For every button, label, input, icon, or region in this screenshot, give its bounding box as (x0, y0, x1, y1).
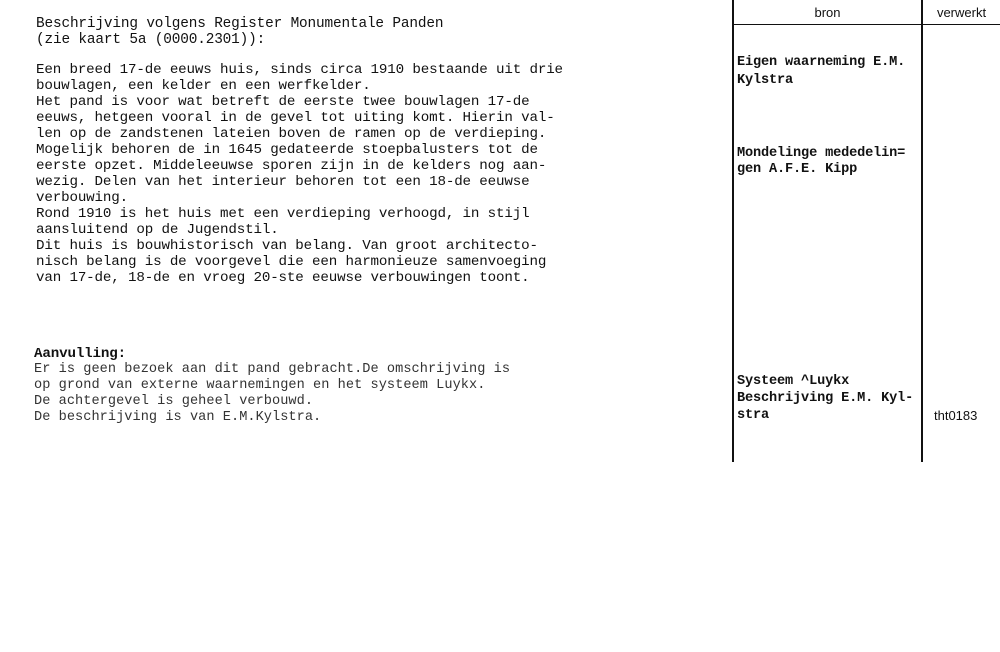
source-line: Eigen waarneming E.M. (737, 55, 906, 70)
description-line: wezig. Delen van het interieur behoren tot een 18-de eeuwse (36, 174, 530, 190)
source-line: stra (737, 408, 770, 423)
table-left-rule (732, 0, 734, 462)
aanvulling-line: Er is geen bezoek aan dit pand gebracht.De omschrijving is (34, 362, 511, 377)
column-header-verwerkt: verwerkt (936, 5, 987, 20)
aanvulling-title: Aanvulling: (34, 346, 127, 362)
table-header-rule (732, 24, 1000, 25)
aanvulling-line: De achtergevel is geheel verbouwd. (34, 394, 314, 409)
source-line: Beschrijving E.M. Kyl- (737, 391, 914, 406)
verwerkt-value: tht0183 (934, 408, 978, 423)
description-line: verbouwing. (36, 190, 129, 206)
description-line: eeuws, hetgeen vooral in de gevel tot uiting komt. Hierin val- (36, 110, 555, 126)
table-divider-rule (921, 0, 923, 462)
source-line: gen A.F.E. Kipp (737, 162, 858, 177)
source-line: Systeem ^Luykx (737, 374, 850, 389)
description-line: Rond 1910 is het huis met een verdieping verhoogd, in stijl (36, 206, 530, 222)
description-line: van 17-de, 18-de en vroeg 20-ste eeuwse verbouwingen toont. (36, 270, 530, 286)
document-header-line: Beschrijving volgens Register Monumentale Panden (36, 16, 444, 32)
aanvulling-line: De beschrijving is van E.M.Kylstra. (34, 410, 322, 425)
column-header-bron: bron (814, 5, 841, 20)
description-line: eerste opzet. Middeleeuwse sporen zijn in de kelders nog aan- (36, 158, 547, 174)
source-line: Mondelinge mededelin= (737, 146, 906, 161)
description-line: Dit huis is bouwhistorisch van belang. Van groot architecto- (36, 238, 538, 254)
description-line: Het pand is voor wat betreft de eerste twee bouwlagen 17-de (36, 94, 530, 110)
description-line: nisch belang is de voorgevel die een harmonieuze samenvoeging (36, 254, 547, 270)
description-line: Mogelijk behoren de in 1645 gedateerde stoepbalusters tot de (36, 142, 538, 158)
aanvulling-line: op grond van externe waarnemingen en het systeem Luykx. (34, 378, 486, 393)
document-header-line: (zie kaart 5a (0000.2301)): (36, 32, 266, 48)
source-line: Kylstra (737, 73, 794, 88)
description-line: aansluitend op de Jugendstil. (36, 222, 279, 238)
description-line: len op de zandstenen lateien boven de ramen op de verdieping. (36, 126, 547, 142)
description-line: bouwlagen, een kelder en een werfkelder. (36, 78, 371, 94)
description-line: Een breed 17-de eeuws huis, sinds circa 1910 bestaande uit drie (36, 62, 563, 78)
